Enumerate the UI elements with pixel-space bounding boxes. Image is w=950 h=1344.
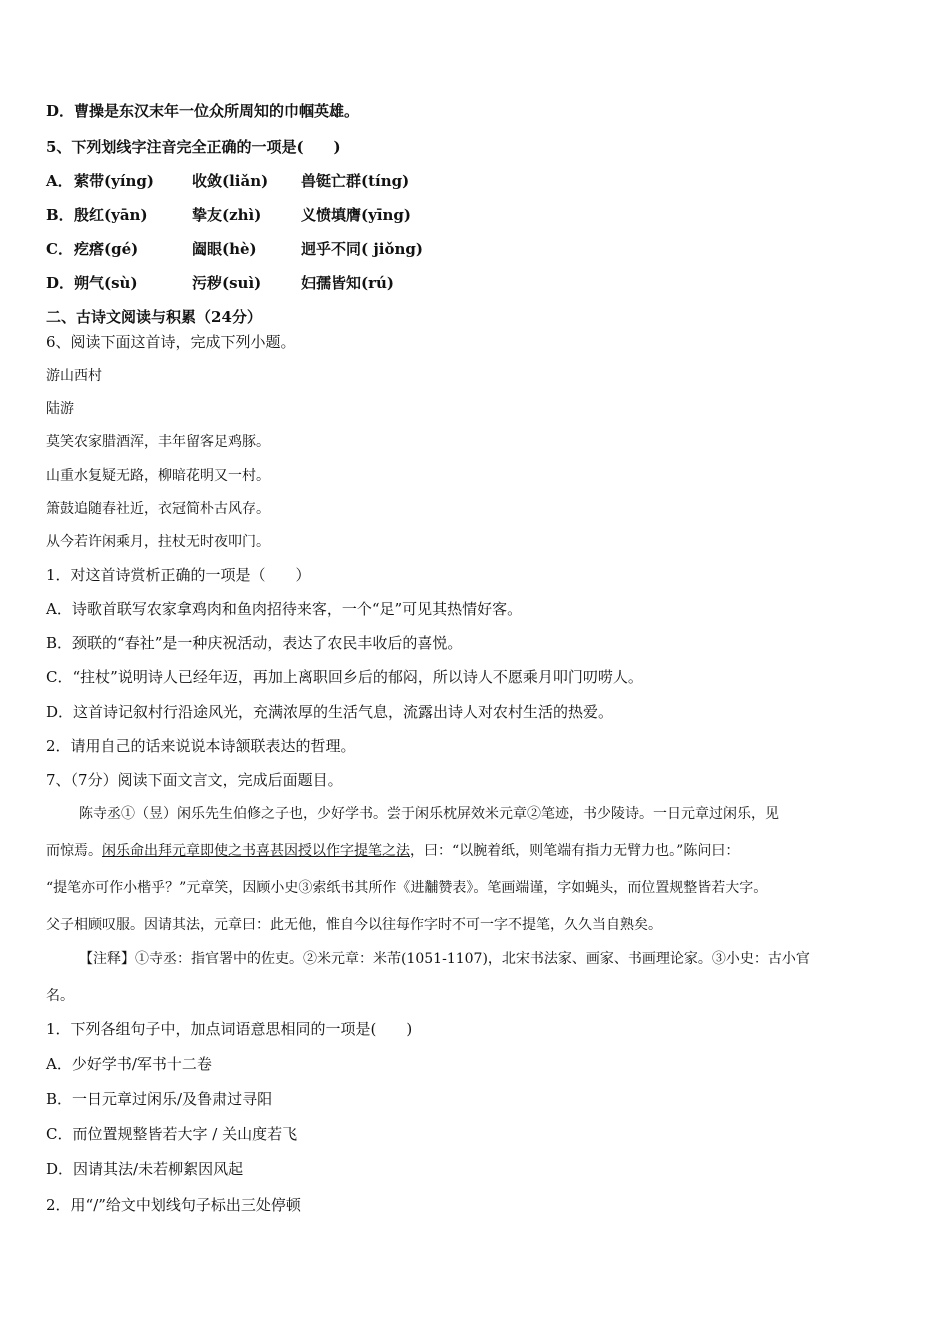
passage-line: 陈寺丞①（昱）闲乐先生伯修之子也，少好学书。尝于闲乐枕屏效米元章②笔迹，书少陵诗。一日元章过闲乐，见: [79, 806, 779, 822]
annotation-line: 【注释】①寺丞：指官署中的佐吏。②米元章：米芾(1051-1107)，北宋书法家、画家、书画理论家。③小史：古小官: [79, 951, 810, 967]
q6-sub2-stem: 2．请用自己的话来说说本诗颔联表达的哲理。: [46, 737, 356, 755]
q5-d-c1: 朔气(sù): [74, 274, 138, 292]
q5-b-c3: 义愤填膺(yīng): [301, 206, 412, 224]
q5-a-c1: 萦带(yíng): [74, 172, 155, 190]
q5-b-c1: 殷红(yān): [74, 206, 148, 224]
question-7-stem: 7、（7分）阅读下面文言文，完成后面题目。: [46, 771, 343, 789]
q5-d-c2: 污秽(suì): [192, 274, 262, 292]
section-2-heading: 二、古诗文阅读与积累（24分）: [46, 308, 262, 326]
q7-sub1-option-d: D．因请其法/未若柳絮因风起: [46, 1160, 244, 1178]
passage-text: ，曰：“以腕着纸，则笔端有指力无臂力也。”陈问曰：: [410, 843, 740, 859]
question-4-option-d: D．曹操是东汉末年一位众所周知的巾帼英雄。: [46, 102, 360, 120]
poem-line: 山重水复疑无路，柳暗花明又一村。: [46, 468, 270, 484]
q5-b-c2: 挚友(zhì): [192, 206, 262, 224]
q5-c-c2: 阖眼(hè): [192, 240, 257, 258]
poem-title: 游山西村: [46, 368, 102, 384]
q5-a-c3: 兽铤亡群(tíng): [301, 172, 410, 190]
q5-b-label: B．: [46, 206, 74, 224]
q6-sub1-option-c: C．“拄杖”说明诗人已经年迈，再加上离职回乡后的郁闷，所以诗人不愿乘月叩门叨唠人。: [46, 668, 643, 686]
question-6-stem: 6、阅读下面这首诗，完成下列小题。: [46, 333, 296, 351]
passage-line: 父子相顾叹服。因请其法，元章曰：此无他，惟自今以往每作字时不可一字不提笔，久久当自熟矣。: [46, 917, 662, 933]
q6-sub1-option-b: B．颈联的“春社”是一种庆祝活动，表达了农民丰收后的喜悦。: [46, 634, 463, 652]
q6-sub1-stem: 1．对这首诗赏析正确的一项是（ ）: [46, 566, 311, 584]
q5-c-c1: 疙瘩(gé): [74, 240, 139, 258]
poem-line: 从今若许闲乘月，拄杖无时夜叩门。: [46, 534, 270, 550]
q6-sub1-option-d: D．这首诗记叙村行沿途风光，充满浓厚的生活气息，流露出诗人对农村生活的热爱。: [46, 703, 614, 721]
underlined-sentence: 闲乐命出拜元章即使之书喜甚因授以作字提笔之法: [102, 843, 410, 859]
q7-sub1-stem: 1．下列各组句子中，加点词语意思相同的一项是( ): [46, 1020, 413, 1038]
poem-line: 莫笑农家腊酒浑，丰年留客足鸡豚。: [46, 434, 270, 450]
q5-a-label: A．: [46, 172, 73, 190]
passage-line: [46, 841, 908, 861]
passage-line: “提笔亦可作小楷乎？”元章笑，因顾小史③索纸书其所作《进黼赞表》。笔画端谨，字如蝇头，而位置规整皆若大字。: [46, 880, 768, 896]
q5-a-c2: 收敛(liǎn): [192, 172, 269, 190]
poem-line: 箫鼓追随春社近，衣冠简朴古风存。: [46, 501, 270, 517]
question-5-stem: 5、下列划线字注音完全正确的一项是( ): [46, 138, 341, 156]
passage-text: 而惊焉。: [46, 843, 102, 859]
q5-d-c3: 妇孺皆知(rú): [301, 274, 395, 292]
q5-d-label: D．: [46, 274, 75, 292]
q5-c-label: C．: [46, 240, 73, 258]
q7-sub1-option-c: C．而位置规整皆若大字 / 关山度若飞: [46, 1125, 298, 1143]
q7-sub1-option-a: A．少好学书/军书十二卷: [46, 1055, 212, 1073]
q5-c-c3: 迥乎不同( jiǒng): [301, 240, 423, 258]
q7-sub2-stem: 2．用“/”给文中划线句子标出三处停顿: [46, 1196, 301, 1214]
q7-sub1-option-b: B．一日元章过闲乐/及鲁肃过寻阳: [46, 1090, 273, 1108]
poem-author: 陆游: [46, 401, 74, 417]
annotation-line: 名。: [46, 988, 74, 1004]
q6-sub1-option-a: A．诗歌首联写农家拿鸡肉和鱼肉招待来客，一个“足”可见其热情好客。: [46, 600, 523, 618]
